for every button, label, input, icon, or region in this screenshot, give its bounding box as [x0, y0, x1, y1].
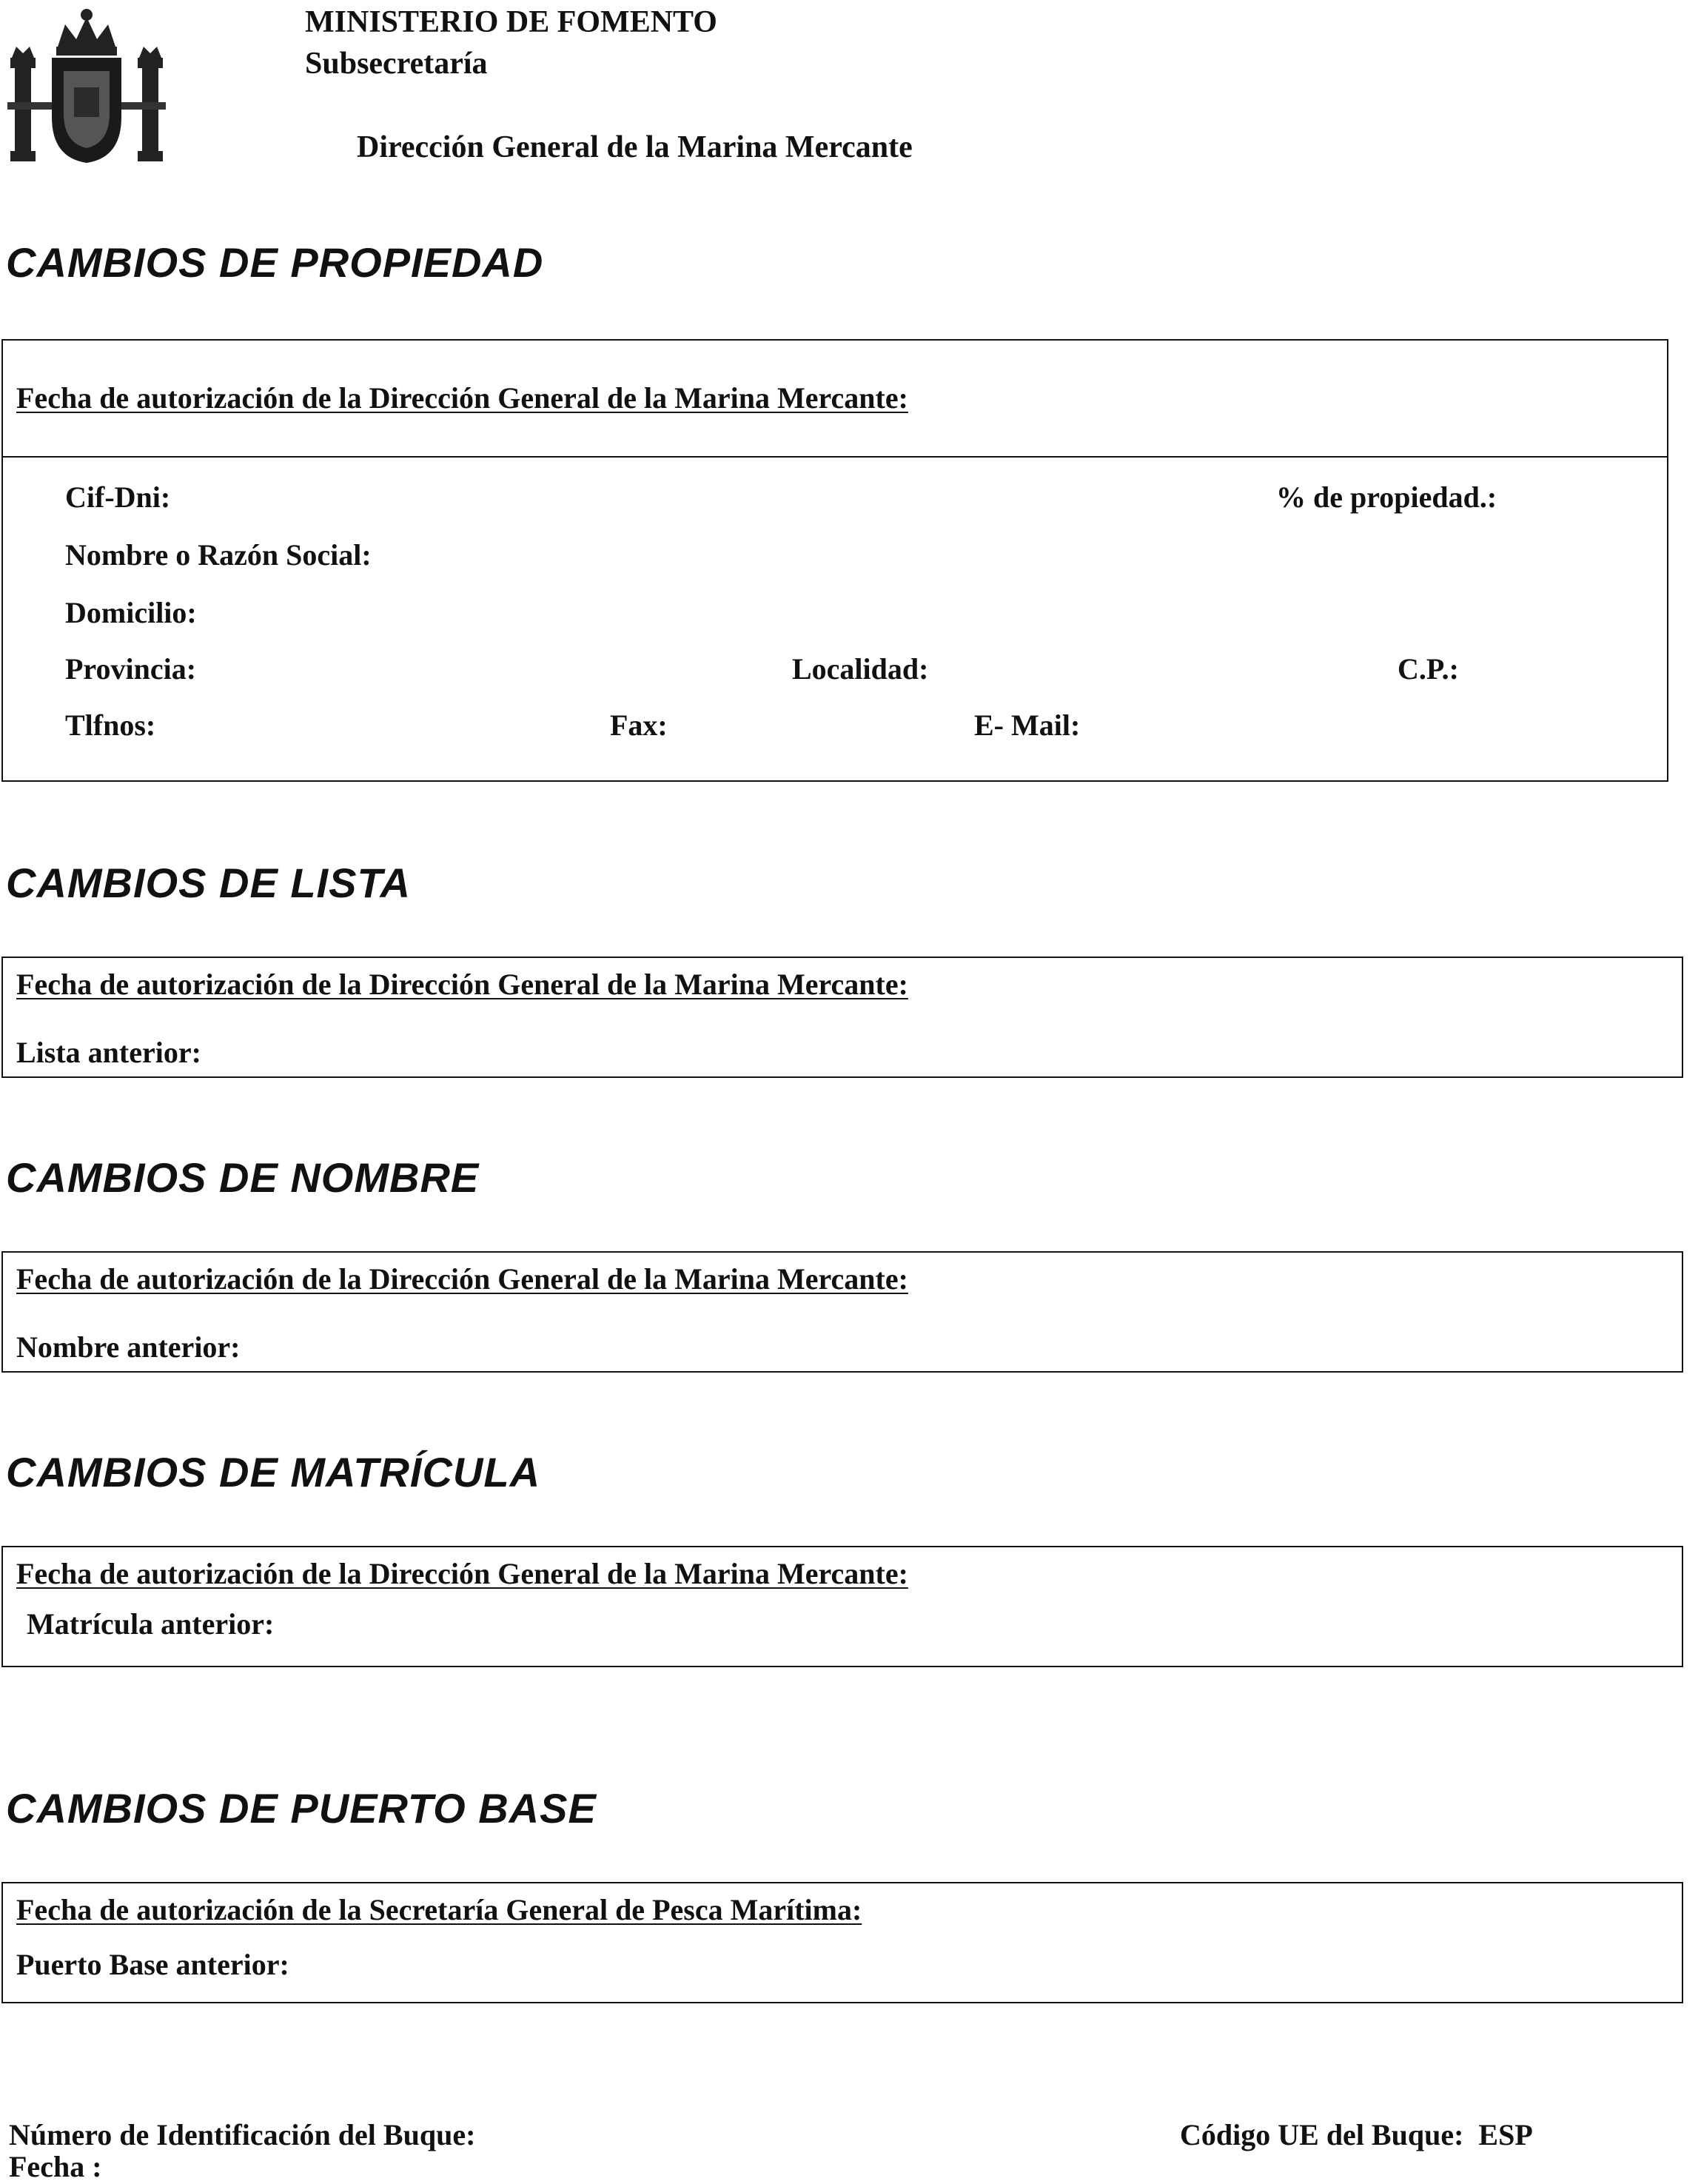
numero-identificacion-label: Número de Identificación del Buque: [9, 2118, 476, 2151]
section-title-propiedad: CAMBIOS DE PROPIEDAD [6, 239, 544, 286]
matricula-fecha-label: Fecha de autorización de la Dirección General de la Marina Mercante: [16, 1557, 908, 1590]
ministry-name: MINISTERIO DE FOMENTO [305, 5, 717, 39]
coat-of-arms [6, 6, 167, 167]
puerto-box [1, 1882, 1683, 2003]
section-title-matricula: CAMBIOS DE MATRÍCULA [6, 1449, 541, 1495]
domicilio-label: Domicilio: [65, 596, 197, 629]
spain-coat-of-arms-icon [6, 6, 167, 167]
cp-label: C.P.: [1398, 652, 1459, 686]
matricula-anterior-label: Matrícula anterior: [27, 1607, 275, 1641]
fecha-label: Fecha : [9, 2150, 102, 2183]
section-title-lista: CAMBIOS DE LISTA [6, 860, 411, 906]
codigo-ue-text: Código UE del Buque: [1180, 2118, 1464, 2151]
nombre-box [1, 1251, 1683, 1373]
codigo-ue-label [1180, 2117, 1533, 2152]
propiedad-fecha-label: Fecha de autorización de la Dirección General de la Marina Mercante: [16, 381, 908, 415]
section-title-nombre: CAMBIOS DE NOMBRE [6, 1154, 480, 1201]
codigo-ue-value: ESP [1478, 2118, 1533, 2151]
localidad-label: Localidad: [792, 652, 929, 686]
puerto-fecha-label: Fecha de autorización de la Secretaría General de Pesca Marítima: [16, 1893, 862, 1926]
lista-fecha-label: Fecha de autorización de la Dirección General de la Marina Mercante: [16, 968, 908, 1001]
nombre-fecha-label: Fecha de autorización de la Dirección General de la Marina Mercante: [16, 1262, 908, 1296]
section-title-puerto-base: CAMBIOS DE PUERTO BASE [6, 1785, 597, 1832]
nombre-anterior-label: Nombre anterior: [16, 1330, 241, 1364]
puerto-anterior-label: Puerto Base anterior: [16, 1948, 289, 1981]
fax-label: Fax: [610, 709, 668, 742]
matricula-box [1, 1546, 1683, 1667]
porcentaje-propiedad-label: % de propiedad.: [1276, 480, 1497, 514]
propiedad-fecha-box [1, 339, 1668, 458]
nombre-razon-social-label: Nombre o Razón Social: [65, 538, 372, 572]
lista-anterior-label: Lista anterior: [16, 1036, 201, 1069]
provincia-label: Provincia: [65, 652, 197, 686]
tlfnos-label: Tlfnos: [65, 709, 156, 742]
email-label: E- Mail: [974, 709, 1081, 742]
subsecretaria: Subsecretaría [305, 47, 488, 81]
propiedad-owner-box [1, 456, 1668, 782]
cif-dni-label: Cif-Dni: [65, 480, 171, 514]
direccion-general: Dirección General de la Marina Mercante [357, 130, 913, 164]
lista-box [1, 957, 1683, 1078]
